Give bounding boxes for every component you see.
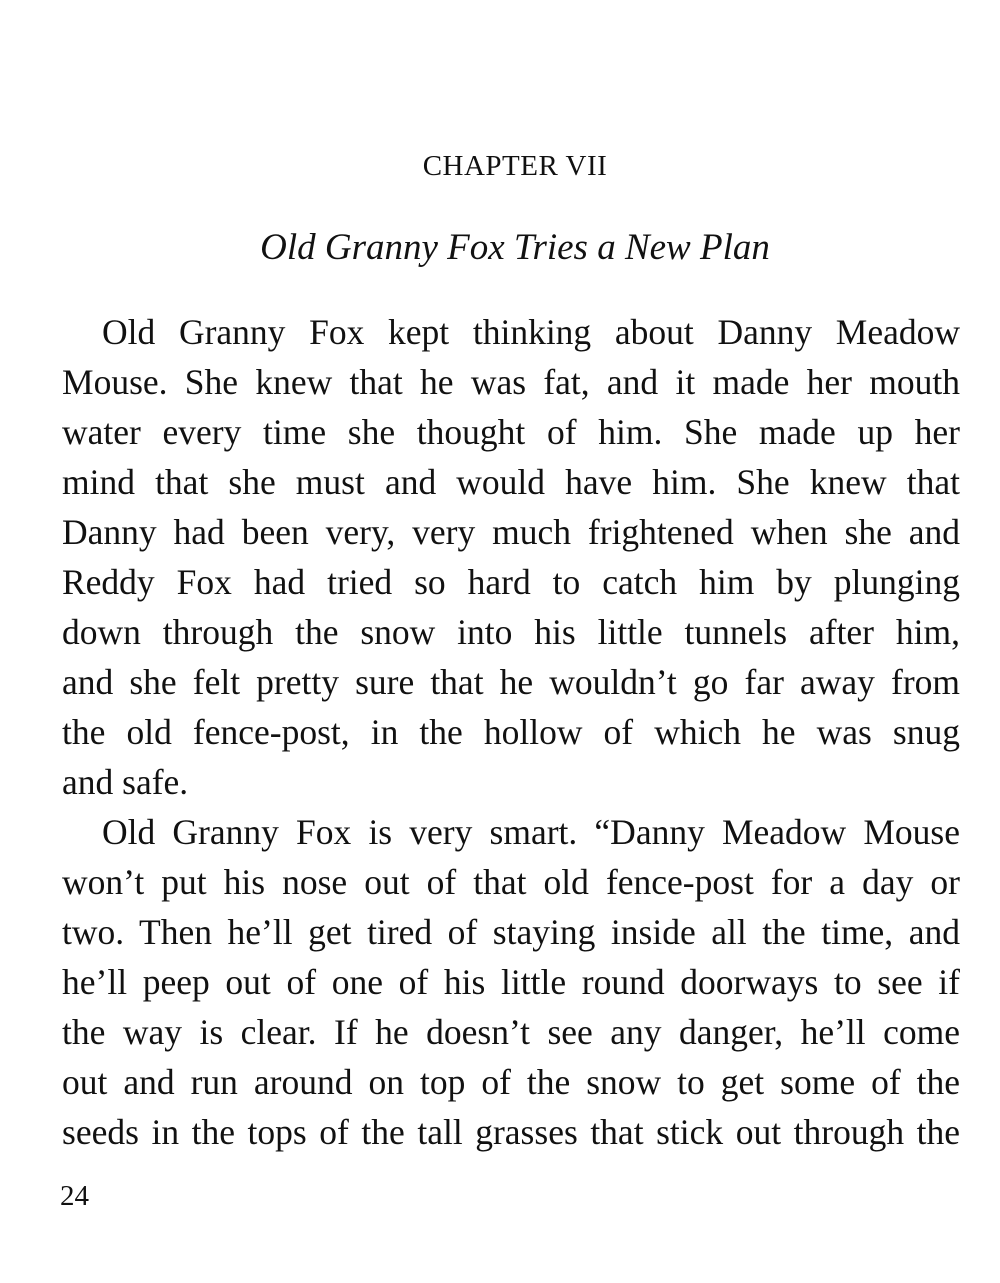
text-line: out and run around on top of the snow to get some of the: [62, 1062, 960, 1102]
text-line: seeds in the tops of the tall grasses that stick out through the: [62, 1112, 960, 1152]
paragraph-1: [62, 307, 960, 807]
text-line: and she felt pretty sure that he wouldn’t go far away from: [62, 662, 960, 702]
text-line: water every time she thought of him. She made up her: [62, 412, 960, 452]
text-line: the way is clear. If he doesn’t see any danger, he’ll come: [62, 1012, 960, 1052]
text-line: Reddy Fox had tried so hard to catch him by plunging: [62, 562, 960, 602]
text-line: mind that she must and would have him. She knew that: [62, 462, 960, 502]
chapter-title: Old Granny Fox Tries a New Plan: [260, 227, 770, 268]
text-line: the old fence-post, in the hollow of which he was snug: [62, 712, 960, 752]
text-line: Old Granny Fox kept thinking about Danny Meadow: [102, 312, 960, 352]
paragraph-2: [62, 807, 960, 1157]
text-line: down through the snow into his little tunnels after him,: [62, 612, 960, 652]
text-line: Danny had been very, very much frightened when she and: [62, 512, 960, 552]
text-line: Old Granny Fox is very smart. “Danny Meadow Mouse: [102, 812, 960, 852]
body-text: [62, 307, 960, 1157]
text-line: Mouse. She knew that he was fat, and it made her mouth: [62, 362, 960, 402]
text-line: won’t put his nose out of that old fence-post for a day or: [62, 862, 960, 902]
chapter-heading: CHAPTER VII: [422, 150, 608, 182]
page-number: 24: [60, 1180, 89, 1212]
text-line: two. Then he’ll get tired of staying inside all the time, and: [62, 912, 960, 952]
text-line: and safe.: [62, 762, 189, 802]
text-line: he’ll peep out of one of his little round doorways to see if: [62, 962, 960, 1002]
